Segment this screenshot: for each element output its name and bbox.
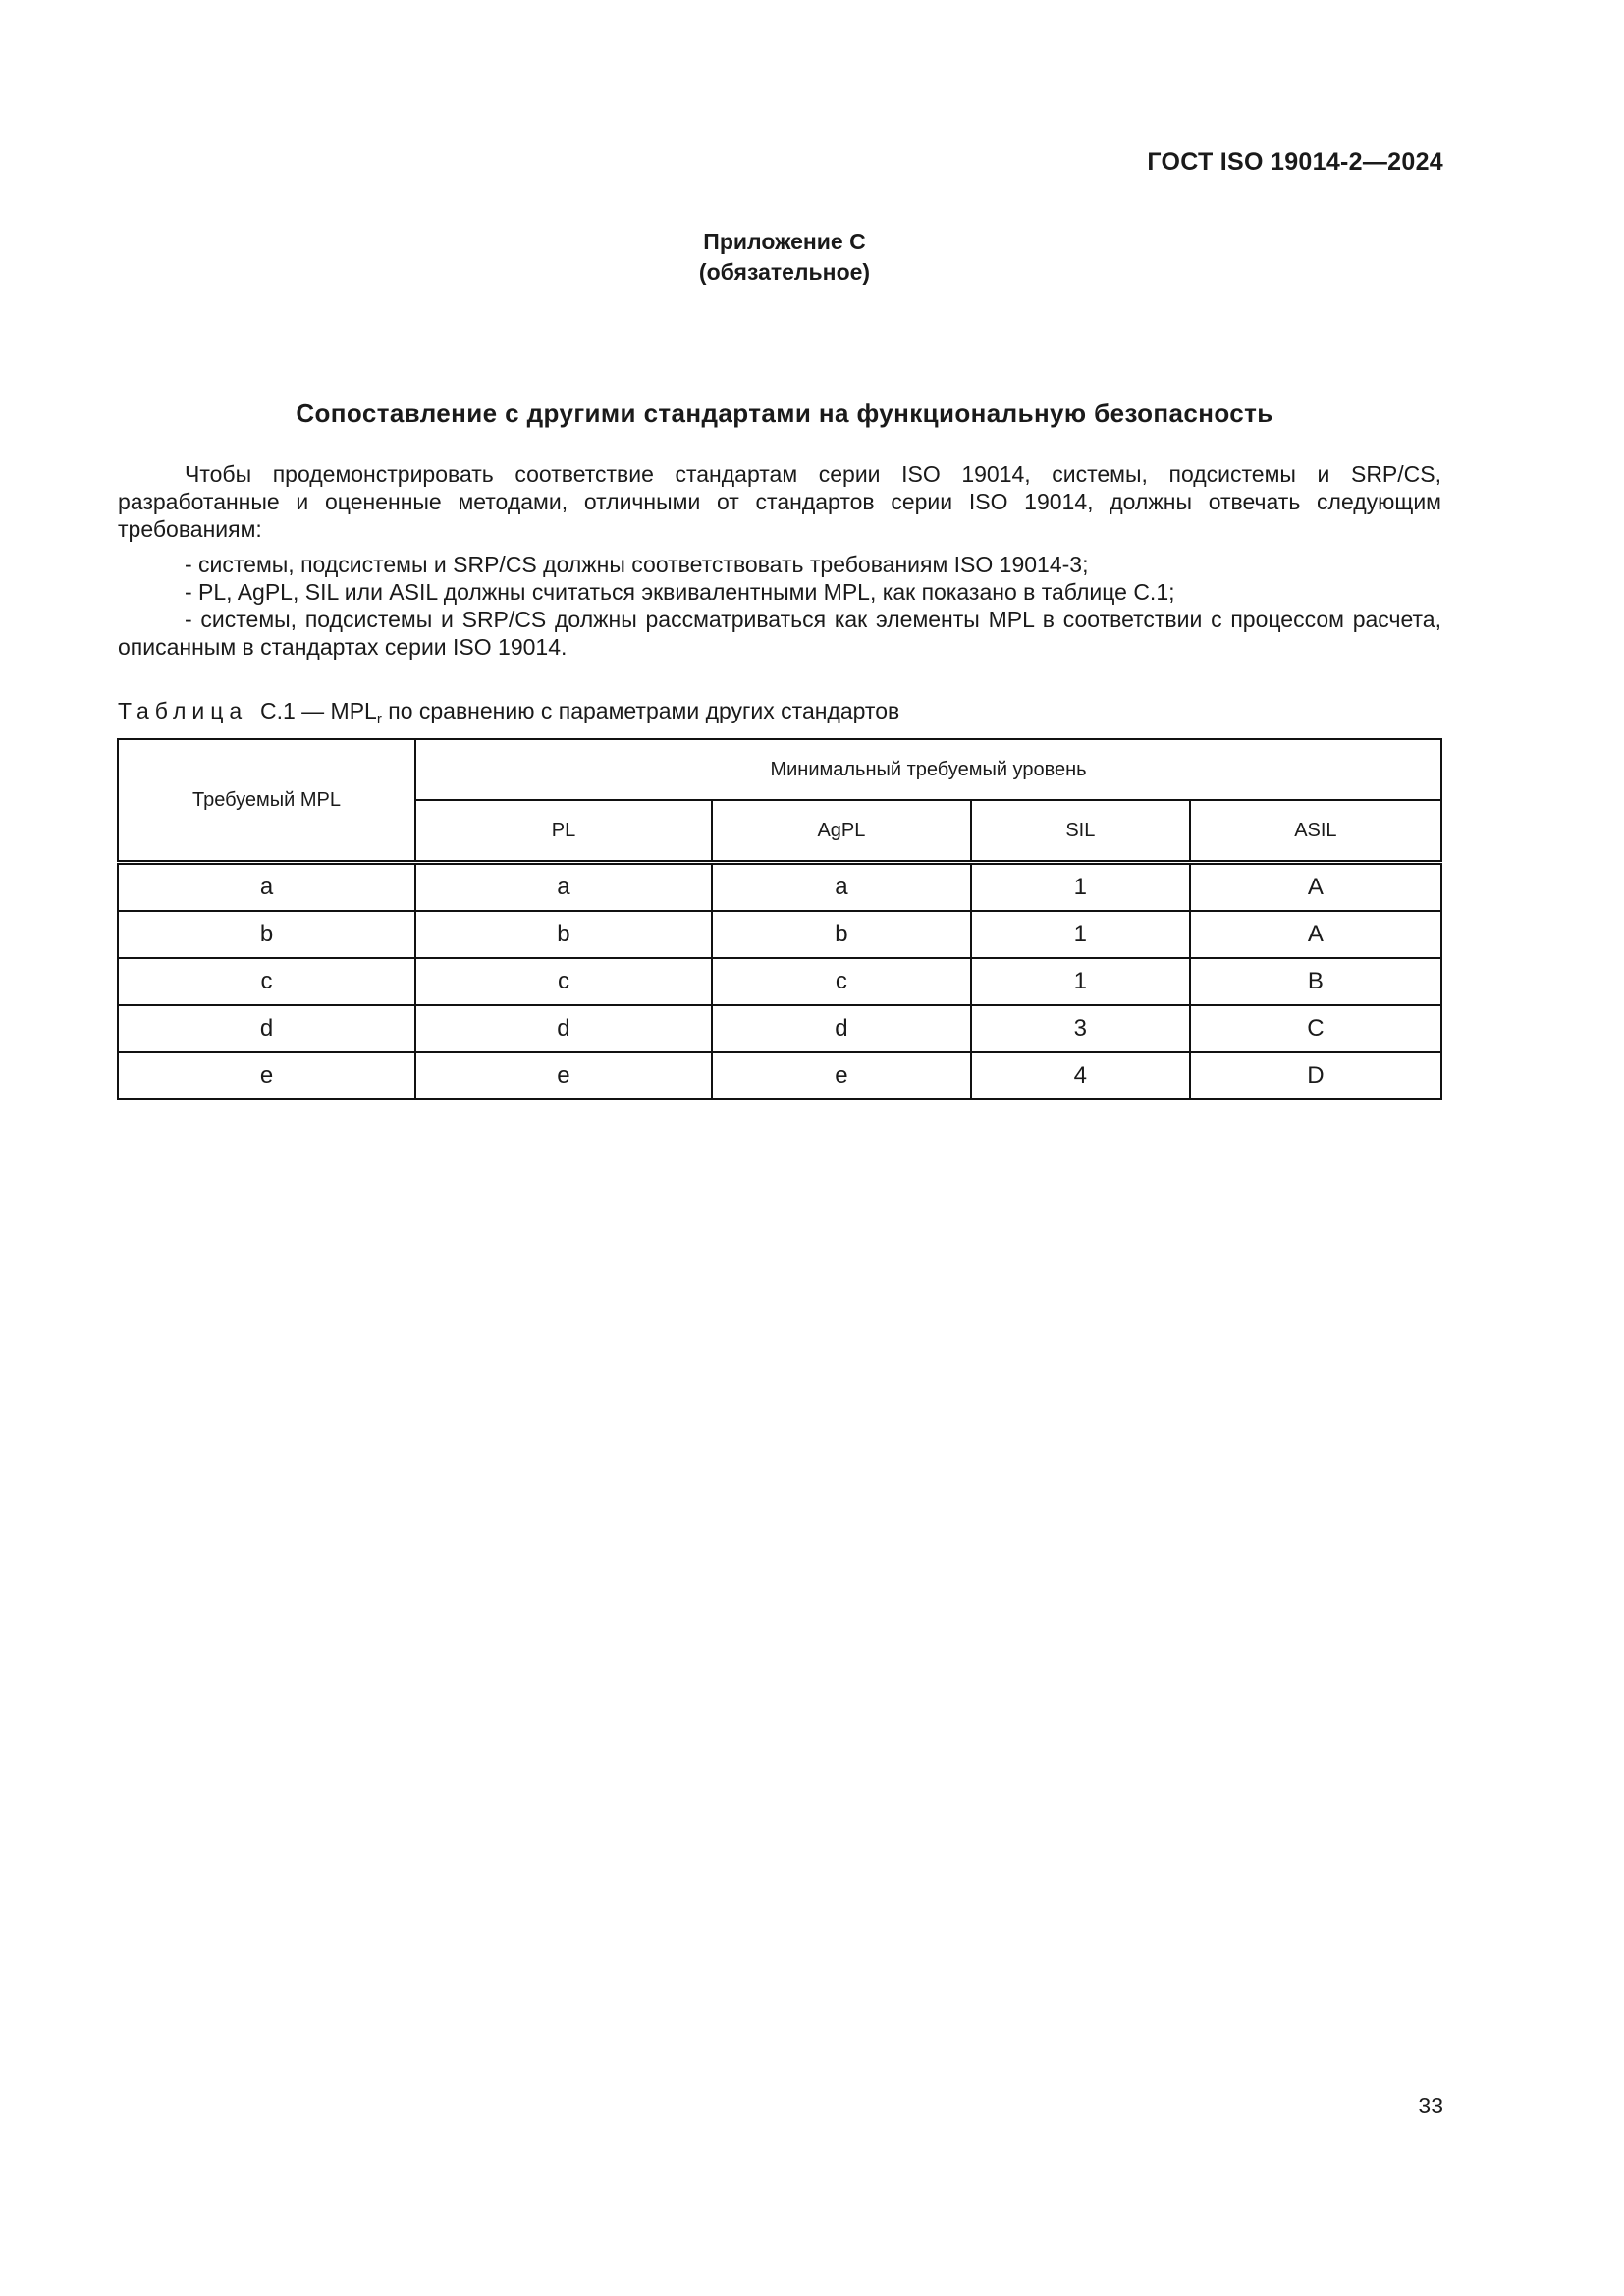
table-cell: c (712, 958, 971, 1005)
document-code: ГОСТ ISO 19014-2—2024 (1147, 148, 1443, 176)
header-pl: PL (415, 800, 712, 863)
intro-paragraph: Чтобы продемонстрировать соответствие стандартам серии ISO 19014, системы, подсистемы и SRP/CS, разработанные и оцененные методами, отличными от стандартов серии ISO 19014, должны отвечать следующим требованиям: (118, 461, 1441, 542)
table-cell: c (118, 958, 415, 1005)
table-caption-text: по сравнению с параметрами других стандартов (381, 698, 900, 723)
requirements-list (118, 551, 1441, 661)
header-asil: ASIL (1190, 800, 1441, 863)
table-cell: a (415, 863, 712, 912)
table-cell: 1 (971, 863, 1190, 912)
table-row (118, 911, 1441, 958)
table-row (118, 1005, 1441, 1052)
table-cell: 3 (971, 1005, 1190, 1052)
table-cell: e (118, 1052, 415, 1099)
table-row (118, 958, 1441, 1005)
mpl-comparison-table (117, 738, 1442, 1100)
table-cell: d (415, 1005, 712, 1052)
table-cell: e (712, 1052, 971, 1099)
header-sil: SIL (971, 800, 1190, 863)
table-cell: 1 (971, 958, 1190, 1005)
list-item: - PL, AgPL, SIL или ASIL должны считаться эквивалентными MPL, как показано в таблице С.1; (185, 579, 1175, 605)
annex-status: (обязательное) (698, 259, 871, 285)
table-cell: b (118, 911, 415, 958)
table-cell: d (712, 1005, 971, 1052)
header-required-mpl: Требуемый MPL (118, 739, 415, 863)
page-number: 33 (1418, 2093, 1443, 2118)
table-cell: C (1190, 1005, 1441, 1052)
table-cell: D (1190, 1052, 1441, 1099)
table-row (118, 863, 1441, 912)
section-title: Сопоставление с другими стандартами на функциональную безопасность (296, 399, 1273, 428)
table-cell: 4 (971, 1052, 1190, 1099)
table-caption (118, 697, 900, 727)
table-cell: B (1190, 958, 1441, 1005)
header-minimum-level: Минимальный требуемый уровень (415, 739, 1441, 800)
table-cell: a (118, 863, 415, 912)
table-caption-subscript: r (376, 711, 382, 727)
table-cell: c (415, 958, 712, 1005)
table-cell: b (415, 911, 712, 958)
table-cell: d (118, 1005, 415, 1052)
table-cell: 1 (971, 911, 1190, 958)
table-caption-label: Таблица (118, 698, 248, 723)
table-cell: A (1190, 863, 1441, 912)
annex-title: Приложение С (703, 229, 866, 254)
table-cell: e (415, 1052, 712, 1099)
list-item: - системы, подсистемы и SRP/CS должны соответствовать требованиям ISO 19014-3; (185, 552, 1089, 577)
table-cell: b (712, 911, 971, 958)
list-item: - системы, подсистемы и SRP/CS должны рассматриваться как элементы MPL в соответствии с процессом расчета, описанным в стандартах серии ISO 19014. (118, 607, 1441, 660)
table-row (118, 1052, 1441, 1099)
table-cell: A (1190, 911, 1441, 958)
table-cell: a (712, 863, 971, 912)
table-caption-number: С.1 — MPL (259, 698, 377, 723)
header-agpl: AgPL (712, 800, 971, 863)
